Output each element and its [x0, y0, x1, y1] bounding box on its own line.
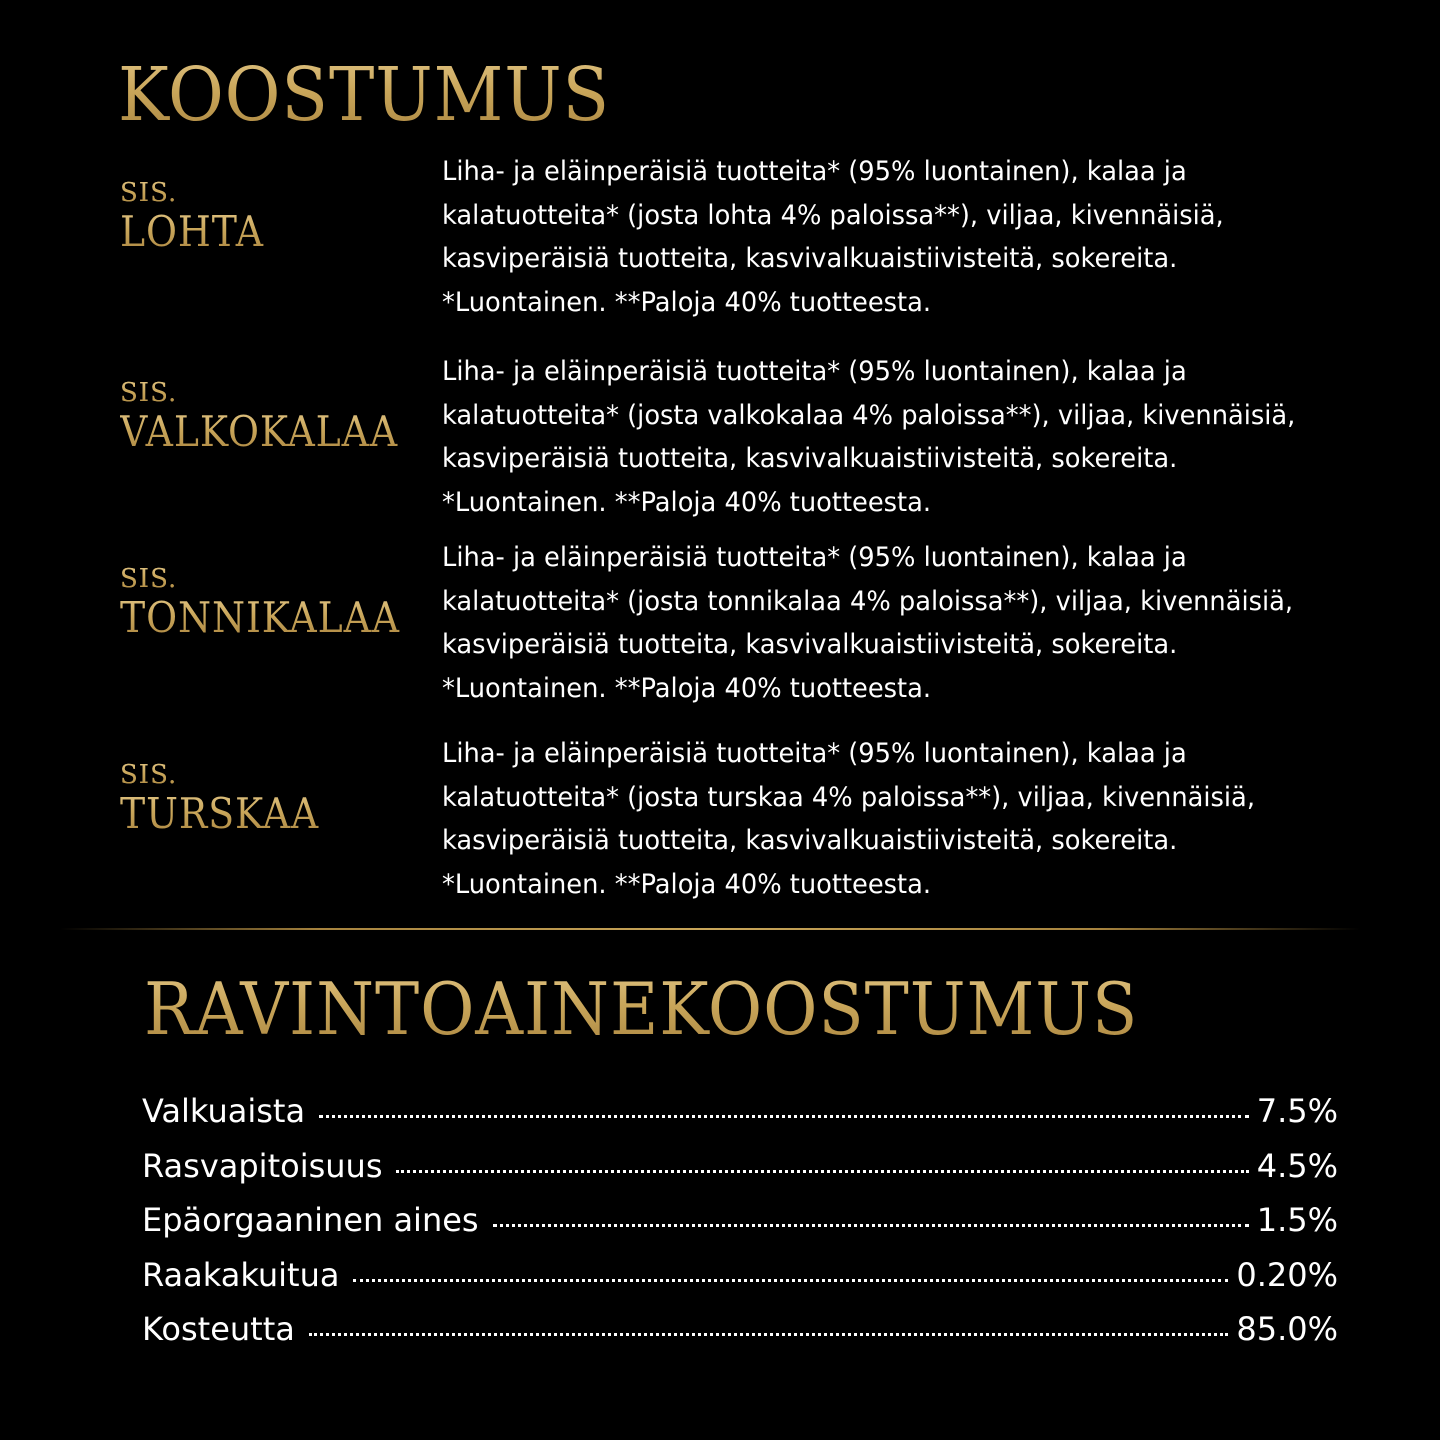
- nutrition-row-fibre: [142, 1256, 1338, 1311]
- nutrient-name: Epäorgaaninen aines: [142, 1201, 479, 1239]
- nutrition-row-fat: [142, 1147, 1338, 1202]
- nutrient-name: Kosteutta: [142, 1310, 295, 1348]
- nutrient-name: Raakakuitua: [142, 1255, 340, 1294]
- variant-ingredients: Liha- ja eläinperäisiä tuotteita* (95% luontainen), kalaa ja kalatuotteita* (josta tonnikalaa 4% paloissa**), viljaa, kivennäisiä, kasviperäisiä tuotteita, kasvivalkuaistiivisteitä, sokereita. *Luontainen. **Paloja 40% tuotteesta.: [442, 542, 1294, 704]
- nutrient-name: Valkuaista: [142, 1092, 306, 1130]
- nutrition-row-protein: [142, 1092, 1338, 1147]
- composition-title: KOOSTUMUS: [118, 52, 611, 138]
- variant-ingredients: Liha- ja eläinperäisiä tuotteita* (95% luontainen), kalaa ja kalatuotteita* (josta turskaa 4% paloissa**), viljaa, kivennäisiä, kasviperäisiä tuotteita, kasvivalkuaistiivisteitä, sokereita. *Luontainen. **Paloja 40% tuotteesta.: [442, 738, 1255, 900]
- variant-ingredients: Liha- ja eläinperäisiä tuotteita* (95% luontainen), kalaa ja kalatuotteita* (josta lohta 4% paloissa**), viljaa, kivennäisiä, kasviperäisiä tuotteita, kasvivalkuaistiivisteitä, sokereita. *Luontainen. **Paloja 40% tuotteesta.: [442, 156, 1224, 318]
- dot-leader: [396, 1170, 1248, 1173]
- variant-label: [120, 760, 341, 838]
- variant-ingredients: Liha- ja eläinperäisiä tuotteita* (95% luontainen), kalaa ja kalatuotteita* (josta valkokalaa 4% paloissa**), viljaa, kivennäisiä, kasviperäisiä tuotteita, kasvivalkuaistiivisteitä, sokereita. *Luontainen. **Paloja 40% tuotteesta.: [442, 356, 1296, 518]
- variant-label: [120, 378, 429, 456]
- nutrition-row-moisture: [142, 1310, 1338, 1365]
- nutrient-value: 0.20%: [1236, 1255, 1338, 1294]
- variant-name: TURSKAA: [120, 789, 320, 838]
- nutrient-value: 7.5%: [1256, 1092, 1338, 1130]
- variant-sis: SIS.: [120, 564, 431, 594]
- dot-leader: [353, 1279, 1228, 1282]
- nutrition-table: [142, 1092, 1338, 1365]
- nutrition-row-ash: [142, 1201, 1338, 1256]
- dot-leader: [309, 1333, 1228, 1336]
- section-divider: [60, 928, 1360, 930]
- variant-sis: SIS.: [120, 760, 341, 790]
- nutrition-title: RAVINTOAINEKOOSTUMUS: [144, 964, 1138, 1054]
- variant-name: TONNIKALAA: [120, 593, 400, 642]
- dot-leader: [319, 1115, 1249, 1118]
- dot-leader: [493, 1224, 1249, 1227]
- variant-label: [120, 178, 280, 256]
- variant-sis: SIS.: [120, 178, 280, 208]
- nutrient-value: 1.5%: [1256, 1201, 1338, 1239]
- variant-name: LOHTA: [120, 207, 264, 256]
- variant-name: VALKOKALAA: [120, 407, 399, 456]
- nutrient-name: Rasvapitoisuus: [142, 1146, 383, 1185]
- variant-label: [120, 564, 431, 642]
- variant-sis: SIS.: [120, 378, 429, 408]
- nutrient-value: 85.0%: [1236, 1310, 1338, 1348]
- nutrient-value: 4.5%: [1256, 1146, 1338, 1185]
